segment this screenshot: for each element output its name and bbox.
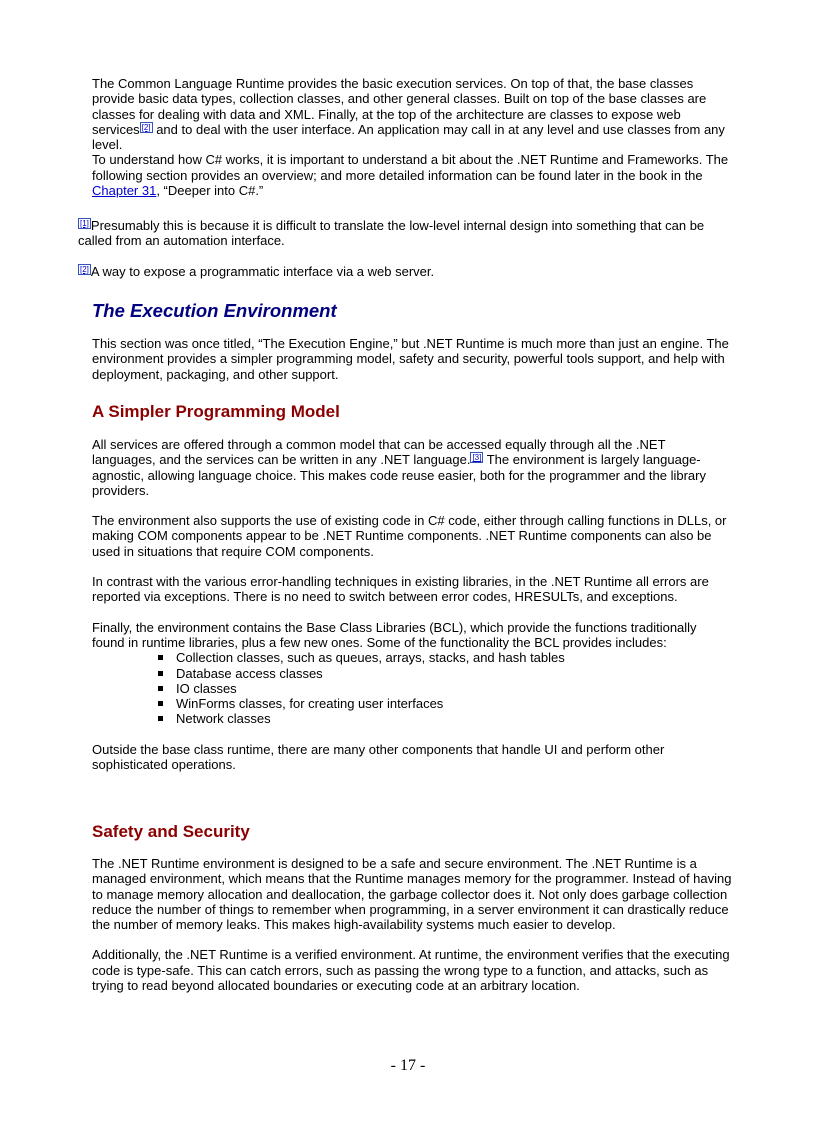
safety-paragraph-1: The .NET Runtime environment is designed to be a safe and secure environment. The .NET Runtime is a managed environment, which means that the Runtime manages memory for the programmer. Instead of having to manage memory allocation and deallocation, the garbage collector does it. Not only does garbage collection reduce the number of things to remember when programming, in a server environment it can drastically reduce the number of memory leaks. This makes high-availability systems much easier to develop. <box>92 856 732 933</box>
footnote-ref-3[interactable]: [3] <box>472 453 482 463</box>
execution-paragraph: This section was once titled, “The Execution Engine,” but .NET Runtime is much more than just an engine. The environment provides a simpler programming model, safety and security, powerful tools support, and help with deployment, packaging, and other support. <box>92 336 729 382</box>
page-number: - 17 - <box>390 1057 426 1074</box>
simpler-paragraph-5: Outside the base class runtime, there are many other components that handle UI and perform other sophisticated operations. <box>92 741 665 773</box>
footnote-1: [1] Presumably this is because it is difficult to translate the low-level internal design into something that can be called from an automation interface. <box>78 218 705 249</box>
footnote-marker-1[interactable]: [1] <box>80 219 89 228</box>
simpler-section <box>92 437 732 772</box>
intro-section <box>92 76 732 198</box>
simpler-paragraph-1: All services are offered through a common model that can be accessed equally through all the .NET languages, and the services can be written in any .NET language. [3] The environment is largely language-agnostic, allowing language choice. This makes code reuse easier, both for the programmer and the library providers. <box>92 437 706 498</box>
simpler-paragraph-4: Finally, the environment contains the Base Class Libraries (BCL), which provide the functions traditionally found in runtime libraries, plus a few new ones. Some of the functionality the BCL provides includes: <box>92 619 697 650</box>
list-item: Network classes <box>92 711 732 726</box>
intro-paragraph-2: To understand how C# works, it is important to understand a bit about the .NET Runtime and Frameworks. The following section provides an overview; and more detailed information can be found later in the book in the Chapter 31, “Deeper into C#.” <box>92 152 729 199</box>
list-item: Collection classes, such as queues, arrays, stacks, and hash tables <box>92 650 732 665</box>
footnote-2: [2] A way to expose a programmatic interface via a web server. <box>80 264 435 279</box>
list-item: Database access classes <box>92 666 732 681</box>
execution-environment-heading: The Execution Environment <box>92 300 337 321</box>
simpler-programming-model-heading: A Simpler Programming Model <box>92 402 340 421</box>
bcl-feature-list <box>92 650 732 726</box>
chapter-31-link[interactable]: Chapter 31 <box>92 183 157 199</box>
safety-and-security-heading: Safety and Security <box>92 822 250 841</box>
footnote-ref-2[interactable]: [2] <box>141 122 151 132</box>
intro-paragraph-1: The Common Language Runtime provides the basic execution services. On top of that, the base classes provide basic data types, collection classes, and other general classes. Built on top of the base classes are classes for dealing with data and XML. Finally, at the top of the architecture are classes to expose web services [2] and to deal with the user interface. An application may call in at any level and use classes from any level. <box>92 76 725 153</box>
footnote-marker-2[interactable]: [2] <box>80 265 89 274</box>
safety-section <box>92 856 732 993</box>
safety-paragraph-2: Additionally, the .NET Runtime is a verified environment. At runtime, the environment verifies that the executing code is type-safe. This can catch errors, such as passing the wrong type to a function, and attacks, such as trying to read beyond allocated boundaries or executing code at an arbitrary location. <box>92 947 730 994</box>
list-item: WinForms classes, for creating user interfaces <box>92 696 732 711</box>
list-item: IO classes <box>92 681 732 696</box>
simpler-paragraph-2: The environment also supports the use of existing code in C# code, either through calling functions in DLLs, or making COM components appear to be .NET Runtime components. .NET Runtime components can also be used in situations that require COM components. <box>92 513 727 559</box>
simpler-paragraph-3: In contrast with the various error-handling techniques in existing libraries, in the .NET Runtime all errors are reported via exceptions. There is no need to switch between error codes, HRESULTs, and exceptions. <box>92 574 709 605</box>
